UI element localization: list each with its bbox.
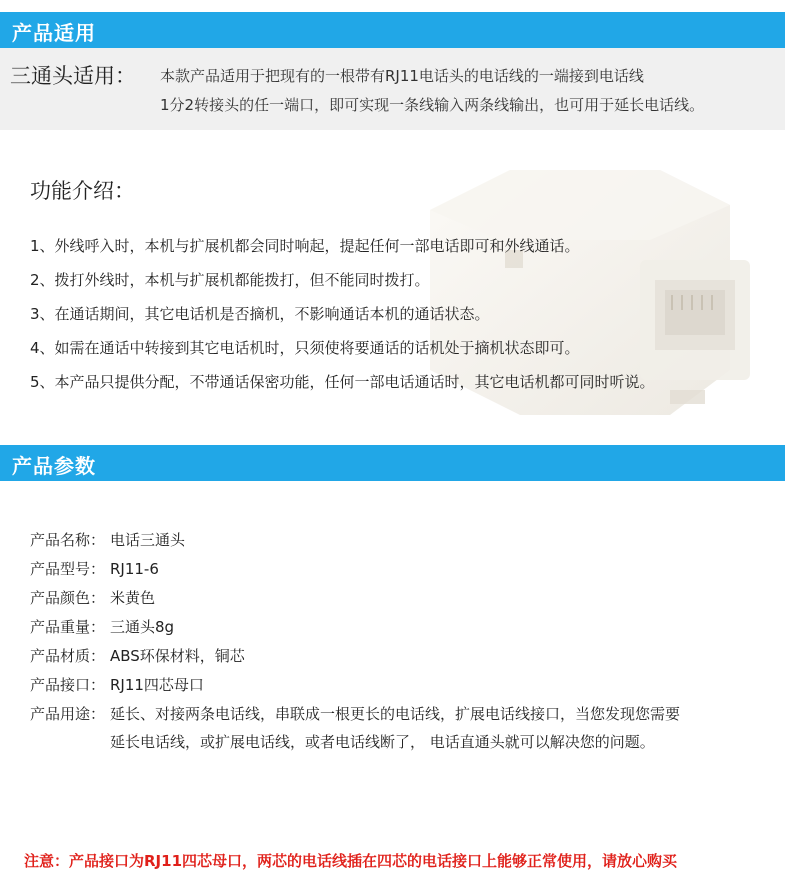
feature-item: 4、如需在通话中转接到其它电话机时，只须使将要通话的话机处于摘机状态即可。 xyxy=(30,339,580,357)
param-row-name xyxy=(30,528,680,557)
param-value: RJ11-6 xyxy=(110,560,159,578)
param-row-usage xyxy=(30,702,680,731)
section-title-params: 产品参数 xyxy=(12,454,96,478)
param-value: 电话三通头 xyxy=(110,531,186,549)
feature-item: 1、外线呼入时，本机与扩展机都会同时响起，提起任何一部电话即可和外线通话。 xyxy=(30,237,580,255)
apply-line-1: 本款产品适用于把现有的一根带有RJ11电话头的电话线的一端接到电话线 xyxy=(160,67,644,85)
section-title-apply: 产品适用 xyxy=(12,21,96,45)
param-key: 产品材质： xyxy=(30,647,106,665)
param-row-model xyxy=(30,557,680,586)
apply-line-2: 1分2转接头的任一端口，即可实现一条线输入两条线输出，也可用于延长电话线。 xyxy=(160,96,705,114)
param-key: 产品接口： xyxy=(30,676,106,694)
section-header-params xyxy=(0,445,785,481)
feature-item: 5、本产品只提供分配，不带通话保密功能，任何一部电话通话时，其它电话机都可同时听说。 xyxy=(30,373,655,391)
apply-description-box xyxy=(0,48,785,130)
param-row-color xyxy=(30,586,680,615)
feature-item: 2、拨打外线时，本机与扩展机都能拨打，但不能同时拨打。 xyxy=(30,271,430,289)
apply-description xyxy=(160,62,704,120)
param-key: 产品名称： xyxy=(30,531,106,549)
param-value: 三通头8g xyxy=(110,618,175,636)
param-value: ABS环保材料，铜芯 xyxy=(110,647,245,665)
param-row-interface xyxy=(30,673,680,702)
section-header-apply xyxy=(0,12,785,48)
param-key: 产品型号： xyxy=(30,560,106,578)
param-key: 产品用途： xyxy=(30,705,106,723)
features-list xyxy=(30,232,655,402)
param-key: 产品重量： xyxy=(30,618,106,636)
param-row-material xyxy=(30,644,680,673)
param-row-weight xyxy=(30,615,680,644)
param-value: 延长、对接两条电话线，串联成一根更长的电话线，扩展电话线接口，当您发现您需要 xyxy=(110,705,681,723)
param-key: 产品颜色： xyxy=(30,589,106,607)
feature-item: 3、在通话期间，其它电话机是否摘机，不影响通话本机的通话状态。 xyxy=(30,305,490,323)
apply-label: 三通头适用： xyxy=(10,64,136,88)
purchase-note: 注意：产品接口为RJ11四芯母口，两芯的电话线插在四芯的电话接口上能够正常使用，请放心购买 xyxy=(24,852,678,870)
params-list xyxy=(30,528,681,751)
param-usage-continuation: 延长电话线，或扩展电话线，或者电话线断了， 电话直通头就可以解决您的问题。 xyxy=(110,733,655,751)
features-title: 功能介绍： xyxy=(30,179,135,203)
param-value: RJ11四芯母口 xyxy=(110,676,204,694)
param-value: 米黄色 xyxy=(110,589,156,607)
